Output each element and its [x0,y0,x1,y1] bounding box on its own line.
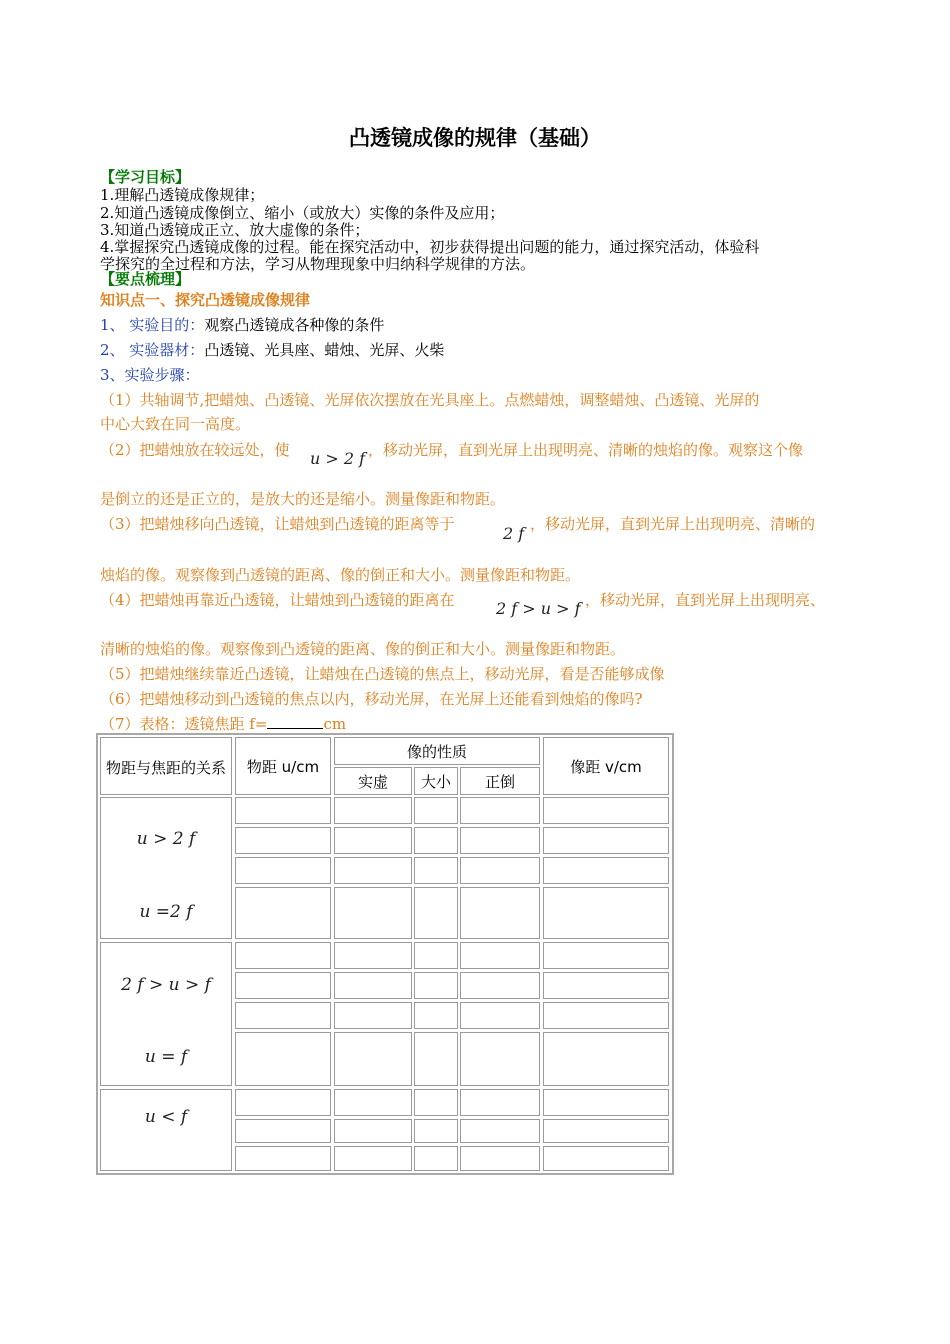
table-row [334,1002,412,1029]
knowledge-point-heading: 知识点一、探究凸透镜成像规律 [100,291,311,309]
equipment-line [100,339,444,360]
table-row [235,942,331,969]
focal-length-blank [267,716,323,729]
table-row [235,1146,331,1171]
step-3-cont: 烛焰的像。观察像到凸透镜的距离、像的倒正和大小。测量像距和物距。 [100,566,581,584]
table-row [543,972,669,999]
header-orient: 正倒 [484,773,515,791]
table-row [460,1119,540,1143]
step-4-cont: 清晰的烛焰的像。观察像到凸透镜的距离、像的倒正和大小。测量像距和物距。 [100,640,626,658]
data-table [96,733,674,1175]
table-row [414,972,458,999]
table-row [235,797,331,824]
step-6: （6）把蜡烛移动到凸透镜的焦点以内，移动光屏，在光屏上还能看到烛焰的像吗? [100,690,643,708]
step-4-formula: 2 f > u > f [496,599,581,618]
table-row [334,857,412,884]
condition-u-lt-f: u < f [144,1107,188,1127]
header-v: 像距 v/cm [570,758,642,776]
condition-cell-group-3 [100,1089,232,1171]
condition-u-eq-f: u = f [144,1047,188,1067]
table-row [414,1089,458,1116]
header-nature: 像的性质 [406,743,467,761]
page-title: 凸透镜成像的规律（基础） [349,126,601,150]
table-row [543,942,669,969]
table-row [334,1089,412,1116]
table-row [414,1146,458,1171]
table-row [235,857,331,884]
step-2-end: ，移动光屏，直到光屏上出现明亮、清晰的烛焰的像。观察这个像 [368,441,804,459]
table-row [334,887,412,939]
steps-label: 3、实验步骤： [100,366,200,384]
equipment-text: 凸透镜、光具座、蜡烛、光屏、火柴 [204,341,445,359]
table-row [334,1146,412,1171]
table-row [414,797,458,824]
table-row [235,1089,331,1116]
table-row [460,972,540,999]
table-row [460,887,540,939]
step-4-start: （4）把蜡烛再靠近凸透镜，让蜡烛到凸透镜的距离在 [100,591,455,609]
step-1-cont: 中心大致在同一高度。 [100,415,251,433]
header-size: 大小 [420,773,451,791]
table-row [543,797,669,824]
table-row [543,857,669,884]
goal-item-1: 1.理解凸透镜成像规律； [100,186,265,204]
step-2-start: （2）把蜡烛放在较远处，使 [100,441,290,459]
table-row [460,1146,540,1171]
purpose-line [100,314,384,335]
table-row [414,887,458,939]
table-row [235,887,331,939]
table-row [460,827,540,854]
step-3-formula: 2 f [503,524,525,543]
table-row [460,797,540,824]
table-row [334,797,412,824]
table-row [414,1032,458,1086]
table-row [543,1146,669,1171]
goal-item-4: 4.掌握探究凸透镜成像的过程。能在探究活动中，初步获得提出问题的能力，通过探究活动，体验科 [100,238,760,256]
equipment-label: 2、 实验器材： [100,341,205,359]
table-row [235,1119,331,1143]
table-row [235,972,331,999]
header-u: 物距 u/cm [246,758,320,776]
purpose-label: 1、 实验目的： [100,316,205,334]
table-row [414,1119,458,1143]
header-relation: 物距与焦距的关系 [105,759,226,777]
step-3-end: ，移动光屏，直到光屏上出现明亮、清晰的 [530,515,816,533]
table-row [543,1119,669,1143]
header-real: 实虚 [357,773,388,791]
table-row [414,827,458,854]
table-row [460,1032,540,1086]
step-7-label: （7）表格：透镜焦距 f= [100,715,268,733]
table-row [235,1002,331,1029]
goal-item-4-cont: 学探究的全过程和方法，学习从物理现象中归纳科学规律的方法。 [100,255,536,273]
condition-2f-gt-u-gt-f: 2 f > u > f [121,975,211,995]
table-row [235,827,331,854]
table-row [334,1032,412,1086]
table-row [460,857,540,884]
condition-u-eq-2f: u =2 f [139,902,193,922]
condition-u-gt-2f: u > 2 f [136,829,196,849]
step-4-end: ，移动光屏，直到光屏上出现明亮、 [585,591,826,609]
table-row [235,1032,331,1086]
table-row [414,942,458,969]
table-row [543,1089,669,1116]
table-row [543,1032,669,1086]
step-7-unit: cm [323,715,347,733]
table-row [460,1089,540,1116]
learning-goals-heading: 【学习目标】 [100,168,191,186]
table-row [334,827,412,854]
step-2-formula: u > 2 f [310,449,366,468]
table-row [460,942,540,969]
table-row [414,857,458,884]
step-5: （5）把蜡烛继续靠近凸透镜，让蜡烛在凸透镜的焦点上，移动光屏，看是否能够成像 [100,665,665,683]
key-points-heading: 【要点梳理】 [100,270,191,288]
table-row [543,827,669,854]
table-row [334,942,412,969]
table-row [334,1119,412,1143]
step-1: （1）共轴调节,把蜡烛、凸透镜、光屏依次摆放在光具座上。点燃蜡烛，调整蜡烛、凸透镜、光屏的 [100,391,760,409]
goal-item-2: 2.知道凸透镜成像倒立、缩小（或放大）实像的条件及应用； [100,204,505,222]
table-row [334,972,412,999]
step-3-start: （3）把蜡烛移向凸透镜，让蜡烛到凸透镜的距离等于 [100,515,455,533]
table-row [543,887,669,939]
goal-item-3: 3.知道凸透镜成正立、放大虚像的条件； [100,221,370,239]
purpose-text: 观察凸透镜成各种像的条件 [204,316,385,334]
step-2-cont: 是倒立的还是正立的，是放大的还是缩小。测量像距和物距。 [100,490,506,508]
step-7 [100,713,346,734]
table-row [460,1002,540,1029]
table-row [414,1002,458,1029]
table-row [543,1002,669,1029]
